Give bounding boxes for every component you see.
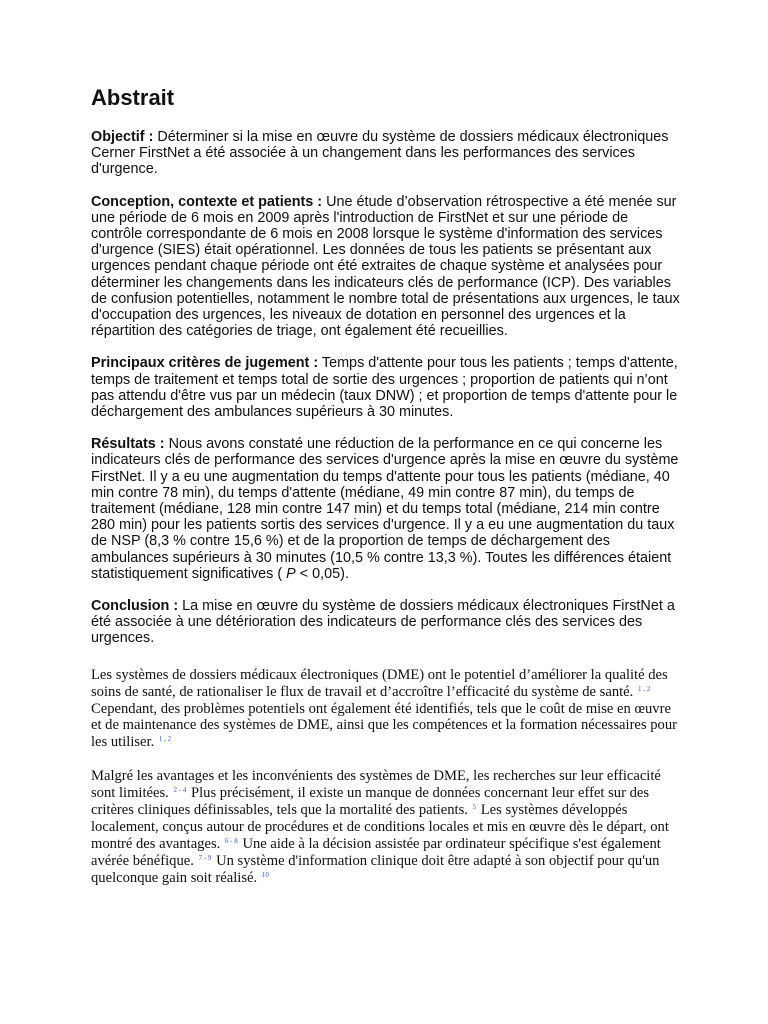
criteres-text: Temps d'attente pour tous les patients ; temps d'attente, temps de traitement et temps total de sortie des urgences ; proportion de patients qui n’ont pas attendu d'être vus par un médecin (taux DNW) ; et proportion de temps d'attente pour le déchargement des ambulances supérieurs à 30 minutes. — [91, 355, 678, 421]
reference-link[interactable]: 5 — [472, 803, 477, 812]
abstract-criteres — [91, 355, 681, 420]
body-paragraph-1 — [91, 667, 681, 752]
abstract-conclusion — [91, 598, 681, 647]
paragraph-sentence: Une aide à la décision assistée par ordinateur spécifique s'est également avérée bénéfique. — [91, 835, 661, 869]
paragraph-sentence: Les systèmes de dossiers médicaux électroniques (DME) ont le potentiel d’améliorer la qualité des soins de santé, de rationaliser le flux de travail et d’accroître l’efficacité du système de santé. — [91, 666, 668, 700]
paragraph-sentence: Les systèmes développés localement, conçus autour de procédures et de conditions locales et mis en œuvre dès le départ, ont montré des avantages. — [91, 802, 669, 852]
resultats-label: Résultats : — [91, 436, 165, 453]
conception-text: Une étude d’observation rétrospective a été menée sur une période de 6 mois en 2009 après l'introduction de FirstNet et sur une période de contrôle correspondante de 6 mois en 2008 lorsque le système d'information des services d'urgence (SIES) était opérationnel. Les données de tous les patients se présentant aux urgences pendant chaque période ont été extraites de chaque système et analysées pour déterminer les changements dans les indicateurs clés de performance (ICP). Des variables de confusion potentielles, notamment le nombre total de présentations aux urgences, le taux d'occupation des urgences, les niveaux de dotation en personnel des urgences et la répartition des catégories de triage, ont également été recueillies. — [91, 193, 680, 340]
conclusion-text: La mise en œuvre du système de dossiers médicaux électroniques FirstNet a été associée à une détérioration des indicateurs de performance clés des services des urgences. — [91, 598, 675, 647]
p-value-symbol: P — [286, 565, 296, 582]
abstract-objectif — [91, 129, 681, 178]
paragraph-sentence: Un système d'information clinique doit être adapté à son objectif pour qu'un quelconque gain soit réalisé. — [91, 852, 660, 886]
p-value-tail: < 0,05). — [299, 565, 349, 582]
abstract-resultats — [91, 436, 681, 582]
document-content — [91, 84, 681, 904]
conception-label: Conception, contexte et patients : — [91, 193, 323, 210]
criteres-label: Principaux critères de jugement : — [91, 355, 319, 372]
body-paragraph-2 — [91, 768, 681, 886]
reference-link[interactable]: 7 - 9 — [198, 853, 212, 862]
abstract-conception — [91, 194, 681, 340]
reference-link[interactable]: 1 , 2 — [158, 735, 172, 744]
paragraph-sentence: Cependant, des problèmes potentiels ont également été identifiés, tels que le coût de mise en œuvre et de maintenance des systèmes de DME, ainsi que les compétences et la formation nécessaires pour les utiliser. — [91, 700, 677, 751]
paragraph-sentence: Plus précisément, il existe un manque de données concernant leur effet sur des critères cliniques définissables, tels que la mortalité des patients. — [91, 785, 650, 819]
reference-link[interactable]: 1 , 2 — [637, 684, 651, 693]
objectif-label: Objectif : — [91, 129, 154, 145]
conclusion-label: Conclusion : — [91, 598, 179, 615]
resultats-text: Nous avons constaté une réduction de la performance en ce qui concerne les indicateurs clés de performance des services d'urgence après la mise en œuvre du système FirstNet. Il y a eu une augmentation du temps d'attente pour tous les patients (médiane, 40 min contre 78 min), du temps d'attente (médiane, 49 min contre 87 min), du temps de traitement (médiane, 128 min contre 147 min) et du temps total (médiane, 214 min contre 280 min) pour les patients sortis des services d'urgence. Il y a eu une augmentation du taux de NSP (8,3 % contre 15,6 %) et de la proportion de temps de déchargement des ambulances supérieurs à 30 minutes (10,5 % contre 13,3 %). Toutes les différences étaient statistiquement significatives ( — [91, 436, 679, 582]
paragraph-sentence: Malgré les avantages et les inconvénients des systèmes de DME, les recherches sur leur efficacité sont limitées. — [91, 768, 661, 802]
reference-link[interactable]: 10 — [261, 870, 269, 879]
reference-link[interactable]: 6 - 8 — [224, 836, 238, 845]
page-title: Abstrait — [91, 85, 175, 110]
reference-link[interactable]: 2 - 4 — [173, 786, 187, 795]
objectif-text: Déterminer si la mise en œuvre du système de dossiers médicaux électroniques Cerner FirstNet a été associée à un changement dans les performances des services d'urgence. — [91, 129, 669, 178]
